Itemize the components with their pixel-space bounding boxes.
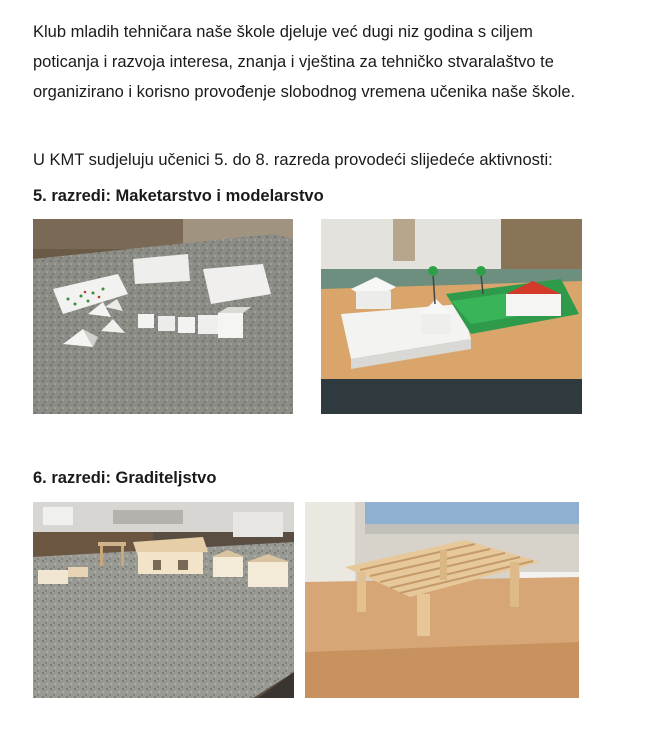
section-heading-grade-5: 5. razredi: Maketarstvo i modelarstvo	[33, 187, 324, 205]
intro-line-3: organizirano i korisno provođenje slobodnog vremena učenika naše škole.	[33, 83, 576, 101]
paper-solids-photo	[33, 219, 293, 414]
intro-paragraph	[33, 17, 633, 107]
section-heading-grade-6: 6. razredi: Graditeljstvo	[33, 469, 217, 487]
intro-line-2: poticanja i razvoja interesa, znanja i vještina za tehničko stvaralaštvo te	[33, 53, 554, 71]
wooden-house-models-photo	[33, 502, 294, 698]
wooden-pergola-photo	[305, 502, 579, 698]
intro-line-1: Klub mladih tehničara naše škole djeluje već dugi niz godina s ciljem	[33, 23, 533, 41]
paper-house-models-photo	[321, 219, 582, 414]
activities-intro: U KMT sudjeluju učenici 5. do 8. razreda provodeći slijedeće aktivnosti:	[33, 151, 553, 169]
